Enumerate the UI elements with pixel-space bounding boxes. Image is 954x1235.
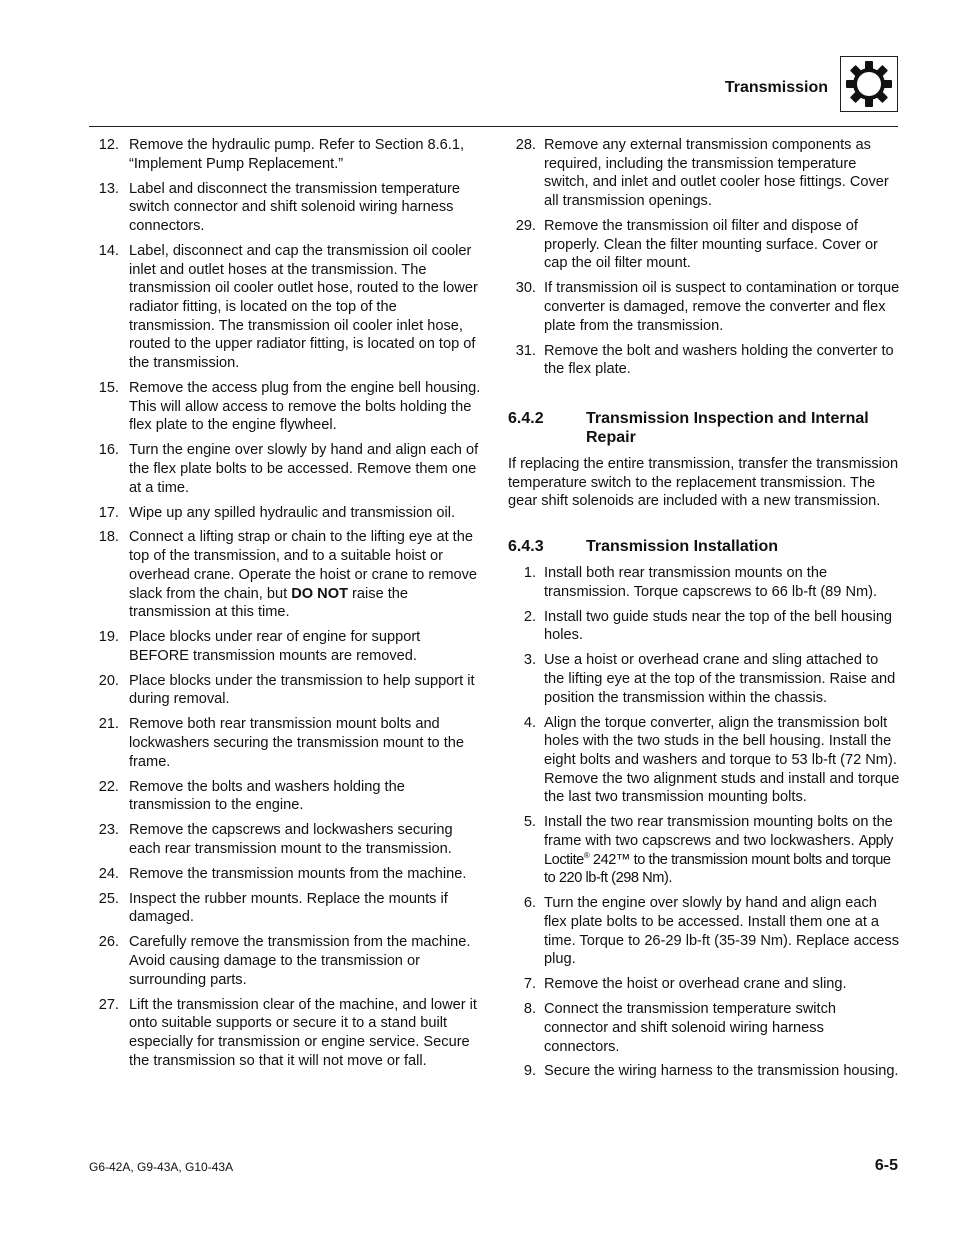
- item-number: 7.: [523, 976, 536, 993]
- item-text: Carefully remove the transmission from the machine. Avoid causing damage to the transmission or surrounding parts.: [129, 934, 471, 988]
- gear-icon: [844, 59, 894, 109]
- item-text: Turn the engine over slowly by hand and align each of the flex plate bolts to be accessed. Remove them one at a time.: [129, 442, 479, 496]
- item-number: 20.: [98, 672, 119, 689]
- item-number: 3.: [523, 652, 536, 669]
- list-item: [508, 1000, 900, 1056]
- list-item: [89, 242, 481, 373]
- item-number: 12.: [98, 137, 119, 153]
- item-number: 27.: [98, 996, 119, 1013]
- list-item: [508, 651, 900, 707]
- item-text: [117, 528, 481, 622]
- list-item: [89, 933, 481, 989]
- item-text-part: Connect a lifting strap or chain to the lifting eye at the top of the transmission, and to a suitable hoist or overhead crane. Operate the hoist or crane to remove slack from the chain, but: [129, 529, 478, 602]
- item-number: 1.: [523, 565, 536, 582]
- list-item: [89, 865, 481, 884]
- header-rule: [89, 126, 898, 127]
- item-number: 15.: [98, 380, 119, 396]
- list-item: [89, 996, 481, 1071]
- list-item: [89, 379, 481, 435]
- item-number: 24.: [98, 865, 119, 882]
- list-item: [508, 342, 900, 379]
- item-text: Remove the transmission mounts from the machine.: [129, 865, 467, 882]
- item-text: Remove the bolt and washers holding the converter to the flex plate.: [544, 342, 894, 378]
- list-item: [89, 890, 481, 927]
- item-number: 29.: [515, 218, 536, 234]
- section-heading-6-4-3: [508, 537, 900, 556]
- item-text-part: Apply Loctite: [544, 833, 893, 868]
- item-text: Wipe up any spilled hydraulic and transmission oil.: [129, 504, 456, 521]
- item-number: 23.: [98, 822, 119, 839]
- item-number: 25.: [98, 890, 119, 907]
- item-text: Remove the transmission oil filter and dispose of properly. Clean the filter mounting surface. Cover or cap the oil filter mount.: [544, 218, 878, 272]
- item-text: Install two guide studs near the top of the bell housing holes.: [544, 608, 893, 644]
- list-item: [89, 136, 481, 173]
- item-text: Secure the wiring harness to the transmission housing.: [544, 1063, 899, 1080]
- item-text: Lift the transmission clear of the machine, and lower it onto suitable supports or secure it to a stand built especially for transmission or engine service. Secure the transmission so that it will not move or fall.: [129, 996, 477, 1069]
- item-number: 9.: [523, 1063, 536, 1080]
- item-text: Place blocks under rear of engine for support BEFORE transmission mounts are removed.: [129, 629, 421, 664]
- item-text: Remove the access plug from the engine bell housing. This will allow access to remove the bolts holding the flex plate to the engine flywheel.: [129, 380, 481, 434]
- section-number: 6.4.3: [508, 538, 544, 556]
- item-number: 14.: [98, 242, 119, 259]
- item-text: Remove the hoist or overhead crane and sling.: [544, 976, 847, 993]
- list-item: [89, 672, 481, 709]
- item-number: 17.: [98, 504, 119, 521]
- item-text: Use a hoist or overhead crane and sling attached to the lifting eye at the top of the transmission. Raise and position the transmission within the chassis.: [544, 652, 896, 706]
- section-heading-6-4-2: [508, 409, 900, 447]
- item-number: 26.: [98, 934, 119, 951]
- item-text: Connect the transmission temperature switch connector and shift solenoid wiring harness connectors.: [544, 1001, 837, 1055]
- list-item: [89, 821, 481, 858]
- item-text: Install both rear transmission mounts on the transmission. Torque capscrews to 66 lb-ft (89 Nm).: [544, 565, 878, 600]
- chapter-icon-box: [840, 56, 898, 112]
- list-item: [508, 894, 900, 969]
- item-number: 31.: [515, 342, 536, 359]
- section-title: Transmission Installation: [586, 538, 779, 556]
- list-item: [508, 608, 900, 645]
- item-number: 6.: [523, 895, 536, 912]
- list-item: [508, 564, 900, 601]
- registered-mark: ®: [583, 850, 590, 860]
- item-text: Remove the bolts and washers holding the transmission to the engine.: [129, 778, 405, 814]
- list-item: [89, 441, 481, 497]
- item-number: 19.: [98, 629, 119, 646]
- list-item: [89, 504, 481, 523]
- section-title: Transmission Inspection and Internal Repair: [586, 410, 869, 446]
- list-item: [89, 528, 481, 622]
- item-text-part: 242™ to the transmission mount bolts and torque to 220 lb-ft (298 Nm).: [544, 851, 891, 887]
- left-column: [89, 136, 481, 1077]
- item-number: 5.: [523, 814, 536, 831]
- item-text: Remove any external transmission components as required, including the transmission temperature switch, and inlet and outlet cooler hose fittings. Cover all transmission openings.: [544, 137, 889, 210]
- footer-models: G6-42A, G9-43A, G10-43A: [89, 1160, 234, 1174]
- item-text: Place blocks under the transmission to help support it during removal.: [129, 672, 475, 708]
- item-text: Remove both rear transmission mount bolts and lockwashers securing the transmission mount to the frame.: [129, 716, 465, 770]
- item-number: 4.: [523, 714, 536, 731]
- page-number: 6-5: [874, 1157, 898, 1174]
- list-item: [508, 1062, 900, 1081]
- item-text-part: Install the two rear transmission mounting bolts on the frame with two capscrews and two lockwashers.: [544, 814, 893, 849]
- item-text: Remove the capscrews and lockwashers securing each rear transmission mount to the transmission.: [129, 822, 453, 857]
- item-text-part: raise the transmission at this time.: [129, 585, 409, 621]
- item-text: Remove the hydraulic pump. Refer to Section 8.6.1, “Implement Pump Replacement.”: [129, 137, 465, 172]
- page-header-title: Transmission: [724, 79, 828, 96]
- item-number: 22.: [98, 778, 119, 795]
- item-number: 18.: [98, 529, 119, 546]
- item-number: 2.: [523, 608, 536, 625]
- list-item: [508, 714, 900, 808]
- item-text: Label and disconnect the transmission temperature switch connector and shift solenoid wiring harness connectors.: [129, 180, 460, 234]
- item-number: 28.: [515, 137, 536, 153]
- right-column: [508, 136, 900, 1087]
- item-text: Label, disconnect and cap the transmission oil cooler inlet and outlet hoses at the transmission. The transmission oil cooler outlet hose, routed to the lower radiator fitting, is located on the top of the transmission. The transmission oil cooler inlet hose, routed to the upper radiator fitting, is located on top of the transmission.: [129, 242, 478, 372]
- list-item: [89, 628, 481, 665]
- item-text: Inspect the rubber mounts. Replace the mounts if damaged.: [129, 890, 448, 926]
- list-item: [508, 136, 900, 211]
- list-item: [89, 180, 481, 236]
- list-item: [508, 975, 900, 994]
- section-paragraph: If replacing the entire transmission, transfer the transmission temperature switch to the replacement transmission. The gear shift solenoids are included with a new transmission.: [508, 456, 899, 510]
- item-text: [534, 813, 900, 888]
- list-item: [508, 279, 900, 335]
- list-item: [508, 217, 900, 273]
- item-text: Align the torque converter, align the transmission bolt holes with the two studs in the bell housing. Install the eight bolts and washers and torque to 53 lb-ft (72 Nm). Remove the two alignment studs and install and torque the last two transmission mounting bolts.: [544, 714, 900, 806]
- item-number: 21.: [98, 716, 119, 733]
- item-number: 8.: [523, 1001, 536, 1018]
- item-number: 13.: [98, 180, 119, 197]
- item-text: Turn the engine over slowly by hand and align each flex plate bolts to be accessed. Install them one at a time. Torque to 26-29 lb-ft (35-39 Nm). Replace access plug.: [544, 895, 900, 968]
- list-item: [89, 715, 481, 771]
- item-text-emphasis: DO NOT: [291, 585, 348, 602]
- item-number: 16.: [98, 442, 119, 459]
- list-item: [508, 813, 900, 888]
- item-text: If transmission oil is suspect to contamination or torque converter is damaged, remove the converter and flex plate from the transmission.: [544, 280, 900, 334]
- item-number: 30.: [515, 280, 536, 297]
- list-item: [89, 778, 481, 815]
- section-number: 6.4.2: [508, 410, 544, 427]
